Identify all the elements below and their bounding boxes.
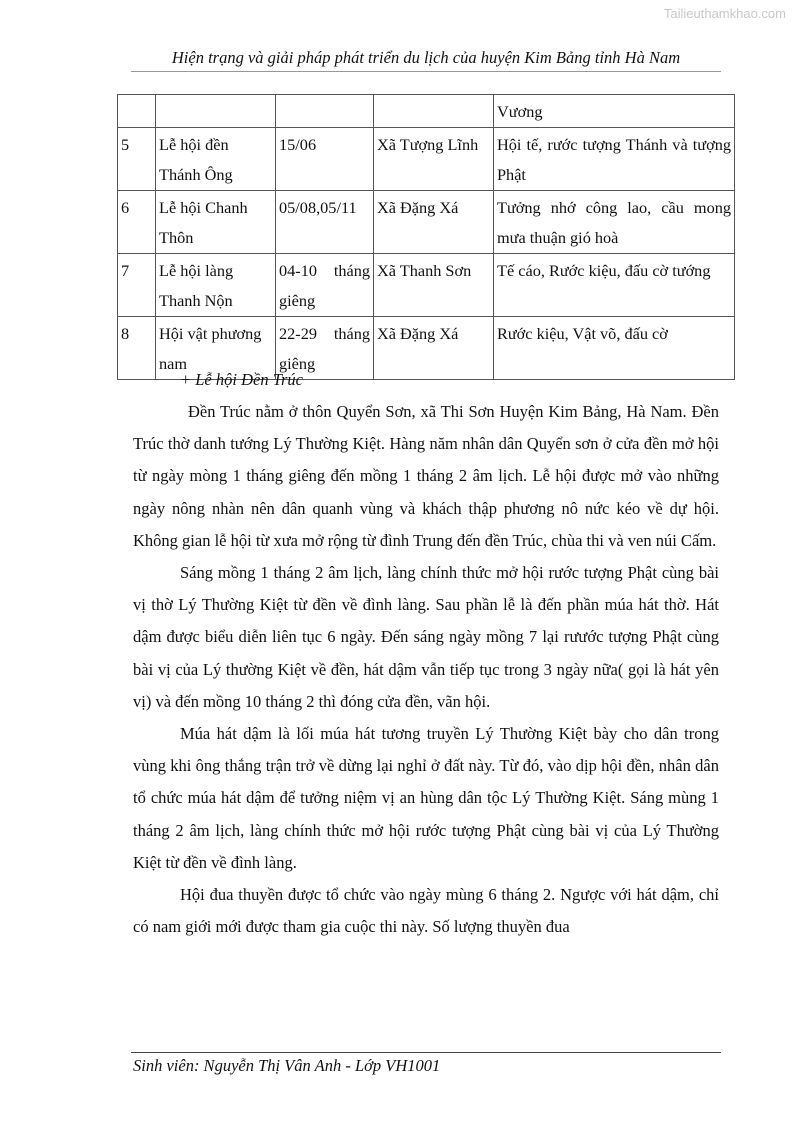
cell-activities: Tưởng nhớ công lao, cầu mong mưa thuận gió hoà bbox=[494, 191, 735, 254]
cell-activities: Vương bbox=[494, 95, 735, 128]
footer-divider bbox=[131, 1052, 721, 1053]
cell-no: 6 bbox=[118, 191, 156, 254]
paragraph: Sáng mồng 1 tháng 2 âm lịch, làng chính thức mở hội rước tượng Phật cùng bài vị thờ Lý Thường Kiệt từ đền về đình làng. Sau phần lễ là đến phần múa hát thờ. Hát dậm được biểu diễn liên tục 6 ngày. Đến sáng ngày mồng 7 lại rưước tượng Phật cùng bài vị của Lý thường Kiệt về đền, hát dậm vẫn tiếp tục trong 3 ngày nữa( gọi là hát yên vị) và đến mồng 10 tháng 2 thì đóng cửa đền, vãn hội. bbox=[133, 563, 719, 711]
cell-name: Lễ hội Chanh Thôn bbox=[156, 191, 276, 254]
cell-place bbox=[374, 95, 494, 128]
festival-table bbox=[117, 94, 735, 380]
cell-date bbox=[276, 95, 374, 128]
paragraph: Hội đua thuyền được tổ chức vào ngày mùng 6 tháng 2. Ngược với hát dậm, chỉ có nam giới mới được tham gia cuộc thi này. Số lượng thuyền đua bbox=[133, 885, 719, 937]
cell-name bbox=[156, 95, 276, 128]
table-row bbox=[118, 254, 735, 317]
cell-activities: Hội tế, rước tượng Thánh và tượng Phật bbox=[494, 128, 735, 191]
cell-no: 7 bbox=[118, 254, 156, 317]
cell-name: Hội vật phương nam bbox=[156, 317, 276, 380]
page-footer-text: Sinh viên: Nguyễn Thị Vân Anh - Lớp VH1001 bbox=[133, 1056, 441, 1075]
header-divider bbox=[131, 71, 721, 72]
watermark: Tailieuthamkhao.com bbox=[663, 6, 786, 21]
cell-name: Lễ hội làng Thanh Nộn bbox=[156, 254, 276, 317]
paragraph: Đền Trúc nằm ở thôn Quyển Sơn, xã Thi Sơn Huyện Kim Bảng, Hà Nam. Đền Trúc thờ danh tướng Lý Thường Kiệt. Hàng năm nhân dân Quyển sơn ở cửa đền mở hội từ ngày mòng 1 tháng giêng đến mồng 1 tháng 2 âm lịch. Lễ hội được mở vào những ngày nông nhàn nên dân quanh vùng và khách thập phương nô nức kéo về dự hội. Không gian lễ hội từ xưa mở rộng từ đình Trung đến đền Trúc, chùa thi và ven núi Cấm. bbox=[133, 402, 719, 550]
table-row bbox=[118, 191, 735, 254]
table-row bbox=[118, 128, 735, 191]
table-row bbox=[118, 95, 735, 128]
cell-activities: Rước kiệu, Vật võ, đấu cờ bbox=[494, 317, 735, 380]
cell-place: Xã Đặng Xá bbox=[374, 317, 494, 380]
paragraph: Múa hát dậm là lối múa hát tương truyền Lý Thường Kiệt bày cho dân trong vùng khi ông thắng trận trở về dừng lại nghỉ ở đất này. Từ đó, vào dịp hội đền, nhân dân tổ chức múa hát dậm để tưởng niệm vị an hùng dân tộc Lý Thường Kiệt. Sáng mùng 1 tháng 2 âm lịch, làng chính thức mở hội rước tượng Phật cùng bài vị của Lý Thường Kiệt từ đền về đình làng. bbox=[133, 724, 719, 872]
cell-date: 05/08,05/11 bbox=[276, 191, 374, 254]
cell-date: 22-29 tháng giêng bbox=[276, 317, 374, 380]
page-header-title: Hiện trạng và giải pháp phát triển du lịch của huyện Kim Bảng tỉnh Hà Nam bbox=[171, 48, 681, 67]
body-text bbox=[133, 396, 719, 943]
cell-date: 15/06 bbox=[276, 128, 374, 191]
cell-name: Lễ hội đền Thánh Ông bbox=[156, 128, 276, 191]
cell-no bbox=[118, 95, 156, 128]
cell-date: 04-10 tháng giêng bbox=[276, 254, 374, 317]
cell-place: Xã Tượng Lĩnh bbox=[374, 128, 494, 191]
cell-activities: Tế cáo, Rước kiệu, đấu cờ tướng bbox=[494, 254, 735, 317]
cell-no: 8 bbox=[118, 317, 156, 380]
cell-place: Xã Thanh Sơn bbox=[374, 254, 494, 317]
section-subheading: + Lễ hội Đền Trúc bbox=[180, 370, 303, 389]
cell-place: Xã Đặng Xá bbox=[374, 191, 494, 254]
cell-no: 5 bbox=[118, 128, 156, 191]
